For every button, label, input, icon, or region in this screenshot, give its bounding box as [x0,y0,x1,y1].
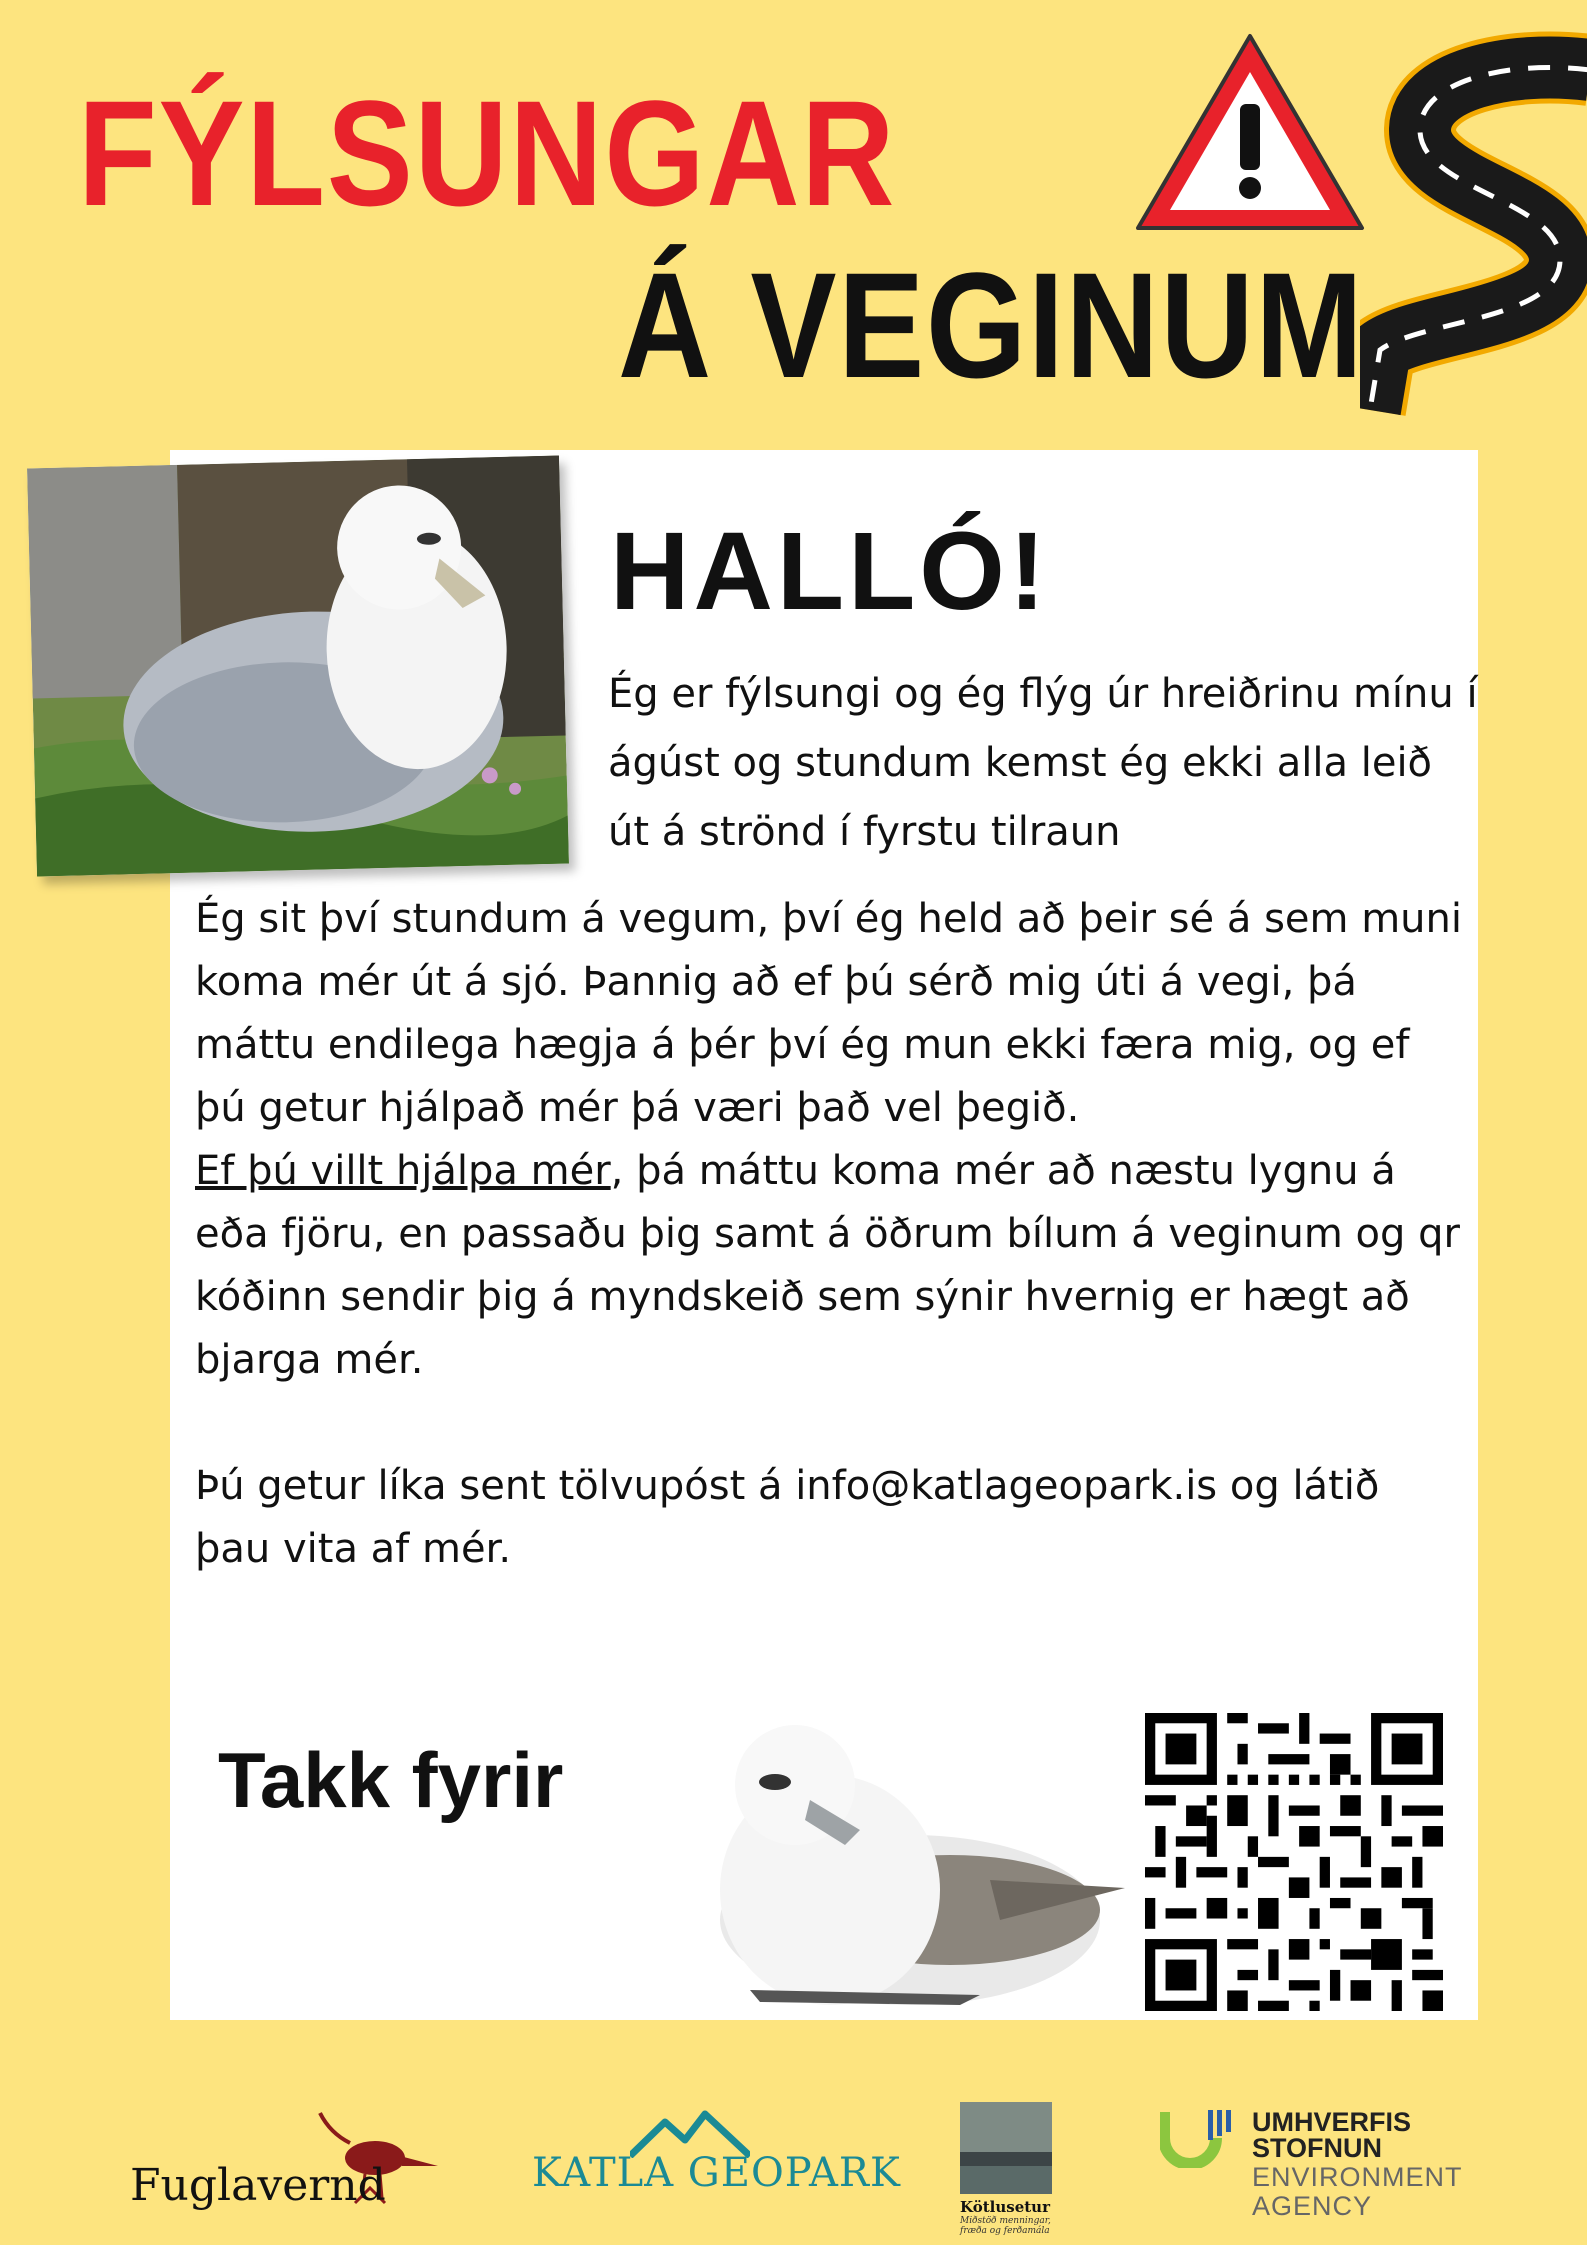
fulmar-cutout-image [660,1720,1130,2020]
paragraph-3: Þú getur líka sent tölvupóst á info@katlageopark.is og látið þau vita af mér. [195,1463,1380,1572]
title-line-2: Á VEGINUM [618,241,1365,409]
ust-line-2: STOFNUN [1252,2133,1383,2163]
ust-line-1: UMHVERFIS [1252,2107,1412,2137]
intro-text: Ég er fýlsungi og ég flýg úr hreiðrinu mínu í ágúst og stundum kemst ég ekki alla leið út á strönd í fyrstu tilraun [608,671,1478,855]
kotlusetur-name: Kötlusetur [960,2198,1050,2216]
fulmar-chick-photo [27,456,569,877]
katla-geopark-logo: KATLA GEOPARK [532,2150,901,2196]
ust-line-3: ENVIRONMENT [1252,2162,1463,2192]
help-link-text: Ef þú villt hjálpa mér [195,1148,611,1194]
title-line-1: FÝLSUNGAR [78,69,897,237]
thanks-text: Takk fyrir [218,1736,564,1824]
warning-sign-icon [1130,28,1370,238]
kotlusetur-subtitle: Miðstöð menningar, fræða og ferðamála [960,2216,1051,2236]
paragraph-1: Ég sit því stundum á vegum, því ég held að þeir sé á sem muni koma mér út á sjó. Þannig að ef þú sérð mig úti á vegi, þá máttu endilega hægja á þér því ég mun ekki færa mig, og ef þú getur hjálpað mér þá væri það vel þegið. [195,896,1462,1131]
ust-line-4: AGENCY [1252,2191,1373,2221]
paragraph-2 [195,1140,1465,1392]
qr-code[interactable] [1145,1713,1443,2011]
fuglavernd-logo: Fuglavernd [130,2160,386,2211]
ust-icon [1160,2108,1240,2168]
kotlusetur-logo-image [960,2102,1052,2194]
main-text [195,888,1465,1581]
road-icon [1360,20,1587,420]
paragraph-2-rest: , þá máttu koma mér að næstu lygnu á eða fjöru, en passaðu þig samt á öðrum bílum á veginum og qr kóðinn sendir þig á myndskeið sem sýnir hvernig er hægt að bjarga mér. [195,1148,1460,1383]
greeting-heading: HALLÓ! [610,510,1050,633]
